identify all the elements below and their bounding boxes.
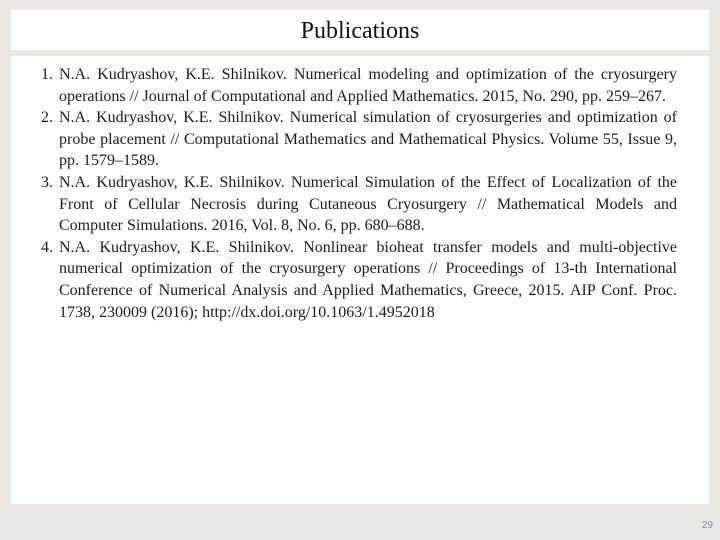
list-item	[41, 107, 677, 172]
list-item-number: 3.	[41, 173, 53, 191]
list-item-number: 4.	[41, 238, 53, 256]
page-number: 29	[701, 520, 713, 531]
list-item-text: N.A. Kudryashov, K.E. Shilnikov. Numerical simulation of cryosurgeries and optimization of probe placement // Computational Mathematics and Mathematical Physics. Volume 55, Issue 9, pp. 1579–1589.	[59, 109, 677, 170]
list-item	[41, 172, 677, 237]
list-item	[41, 237, 677, 323]
publication-list	[11, 56, 709, 323]
list-item-number: 1.	[41, 66, 53, 83]
list-item	[41, 64, 677, 107]
page-title: Publications	[300, 18, 420, 44]
title-bar	[11, 10, 709, 50]
list-item-text: N.A. Kudryashov, K.E. Shilnikov. Numerical Simulation of the Effect of Localization of the Front of Cellular Necrosis during Cutaneous Cryosurgery // Mathematical Models and Computer Simulations. 2016, Vol. 8, No. 6, pp. 680–688.	[59, 173, 677, 235]
list-item-text: N.A. Kudryashov, K.E. Shilnikov. Numerical modeling and optimization of the cryosurgery operations // Journal of Computational and Applied Mathematics. 2015, No. 290, pp. 259–267.	[59, 66, 677, 105]
list-item-number: 2.	[41, 109, 53, 127]
content-panel	[11, 56, 709, 504]
list-item-text: N.A. Kudryashov, K.E. Shilnikov. Nonlinear bioheat transfer models and multi-objective numerical optimization of the cryosurgery operations // Proceedings of 13-th International Conference of Numerical Analysis and Applied Mathematics, Greece, 2015. AIP Conf. Proc. 1738, 230009 (2016); http://dx.doi.org/10.1063/1.4952018	[59, 238, 677, 321]
